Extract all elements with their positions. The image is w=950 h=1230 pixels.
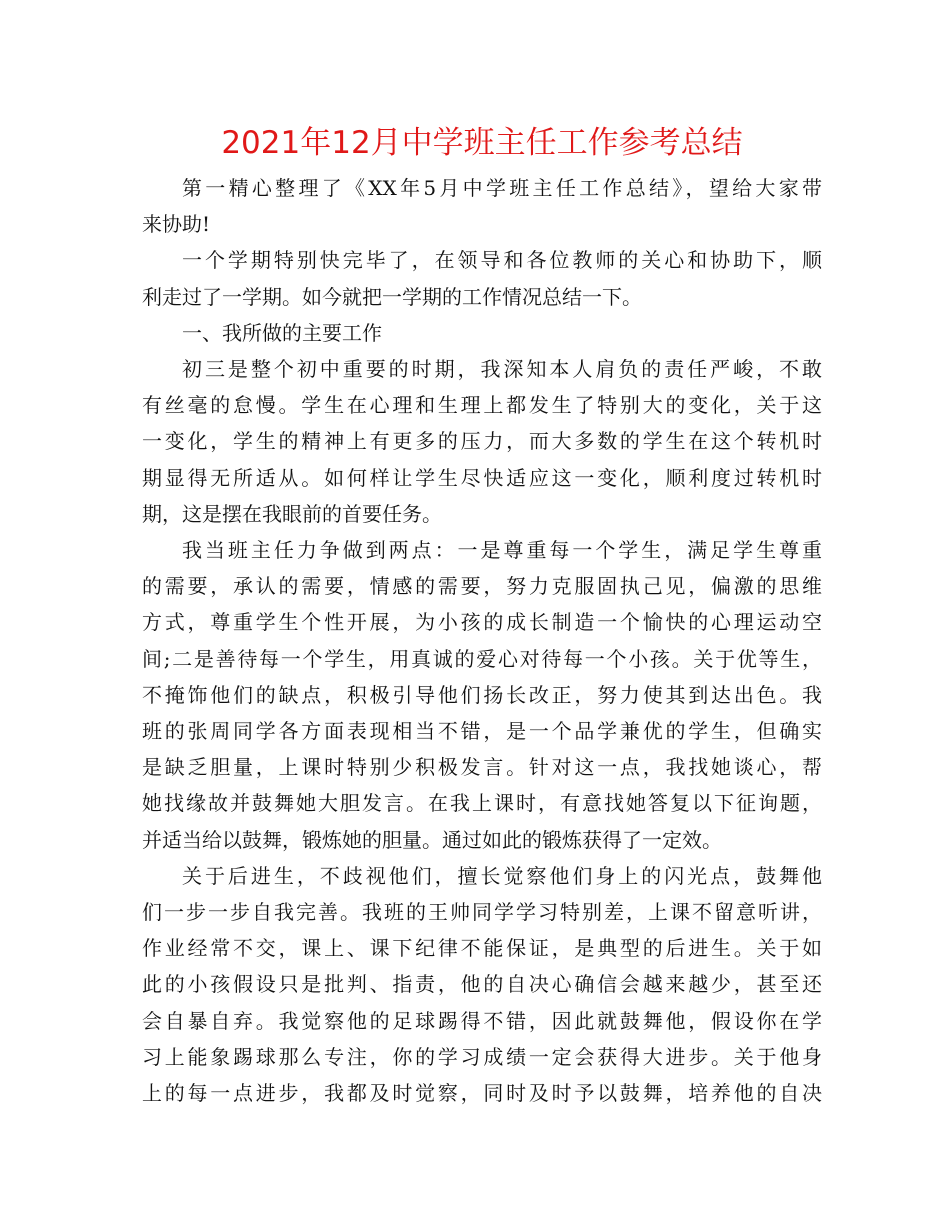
text-line: 们一步一步自我完善。我班的王帅同学学习特别差，上课不留意听讲， — [142, 900, 822, 925]
document-body — [142, 170, 822, 1111]
text-line: 此的小孩假设只是批判、指责，他的自决心确信会越来越少，甚至还 — [142, 972, 822, 997]
text-line: 初三是整个初中重要的时期，我深知本人肩负的责任严峻，不敢 — [182, 357, 822, 382]
text-line: 一个学期特别快完毕了，在领导和各位教师的关心和协助下，顺 — [182, 248, 822, 273]
text-line: 一、我所做的主要工作 — [182, 320, 382, 345]
text-line: 我当班主任力争做到两点：一是尊重每一个学生，满足学生尊重 — [182, 538, 822, 563]
text-line: 上的每一点进步，我都及时觉察，同时及时予以鼓舞，培养他的自决 — [142, 1081, 822, 1106]
paragraph-opening — [142, 242, 822, 314]
paragraph-struggling-students — [142, 858, 822, 1111]
text-line: 是缺乏胆量，上课时特别少积极发言。针对这一点，我找她谈心，帮 — [142, 755, 822, 780]
text-line: 并适当给以鼓舞，锻炼她的胆量。通过如此的锻炼获得了一定效。 — [142, 827, 722, 852]
text-line: 会自暴自弃。我觉察他的足球踢得不错，因此就鼓舞他，假设你在学 — [142, 1008, 822, 1033]
paragraph-two-points — [142, 532, 822, 858]
text-line: 作业经常不交，课上、课下纪律不能保证，是典型的后进生。关于如 — [142, 936, 822, 961]
text-line: 来协助! — [142, 212, 211, 237]
document-title: 2021年12月中学班主任工作参考总结 — [221, 125, 743, 161]
text-line: 一变化，学生的精神上有更多的压力，而大多数的学生在这个转机时 — [142, 429, 822, 454]
text-line: 利走过了一学期。如今就把一学期的工作情况总结一下。 — [142, 284, 642, 309]
text-line: 有丝毫的怠慢。学生在心理和生理上都发生了特别大的变化，关于这 — [142, 393, 822, 418]
text-line: 她找缘故并鼓舞她大胆发言。在我上课时，有意找她答复以下征询题， — [142, 791, 822, 816]
text-line: 不掩饰他们的缺点，积极引导他们扬长改正，努力使其到达出色。我 — [142, 682, 822, 707]
text-line: 习上能象踢球那么专注，你的学习成绩一定会获得大进步。关于他身 — [142, 1044, 822, 1069]
paragraph-intro — [142, 170, 822, 242]
text-line: 班的张周同学各方面表现相当不错，是一个品学兼优的学生，但确实 — [142, 719, 822, 744]
text-line: 间;二是善待每一个学生，用真诚的爱心对待每一个小孩。关于优等生， — [142, 646, 822, 671]
text-line: 的需要，承认的需要，情感的需要，努力克服固执己见，偏激的思维 — [142, 574, 822, 599]
text-line: 第一精心整理了《XX年5月中学班主任工作总结》，望给大家带 — [182, 176, 822, 200]
text-line: 期显得无所适从。如何样让学生尽快适应这一变化，顺利度过转机时 — [142, 465, 822, 490]
text-line: 关于后进生，不歧视他们，擅长觉察他们身上的闪光点，鼓舞他 — [182, 863, 822, 888]
section-heading — [142, 315, 822, 351]
document-page — [142, 118, 822, 1111]
paragraph-grade-three — [142, 351, 822, 532]
text-line: 期，这是摆在我眼前的首要任务。 — [142, 501, 442, 526]
text-line: 方式，尊重学生个性开展，为小孩的成长制造一个愉快的心理运动空 — [142, 610, 822, 635]
